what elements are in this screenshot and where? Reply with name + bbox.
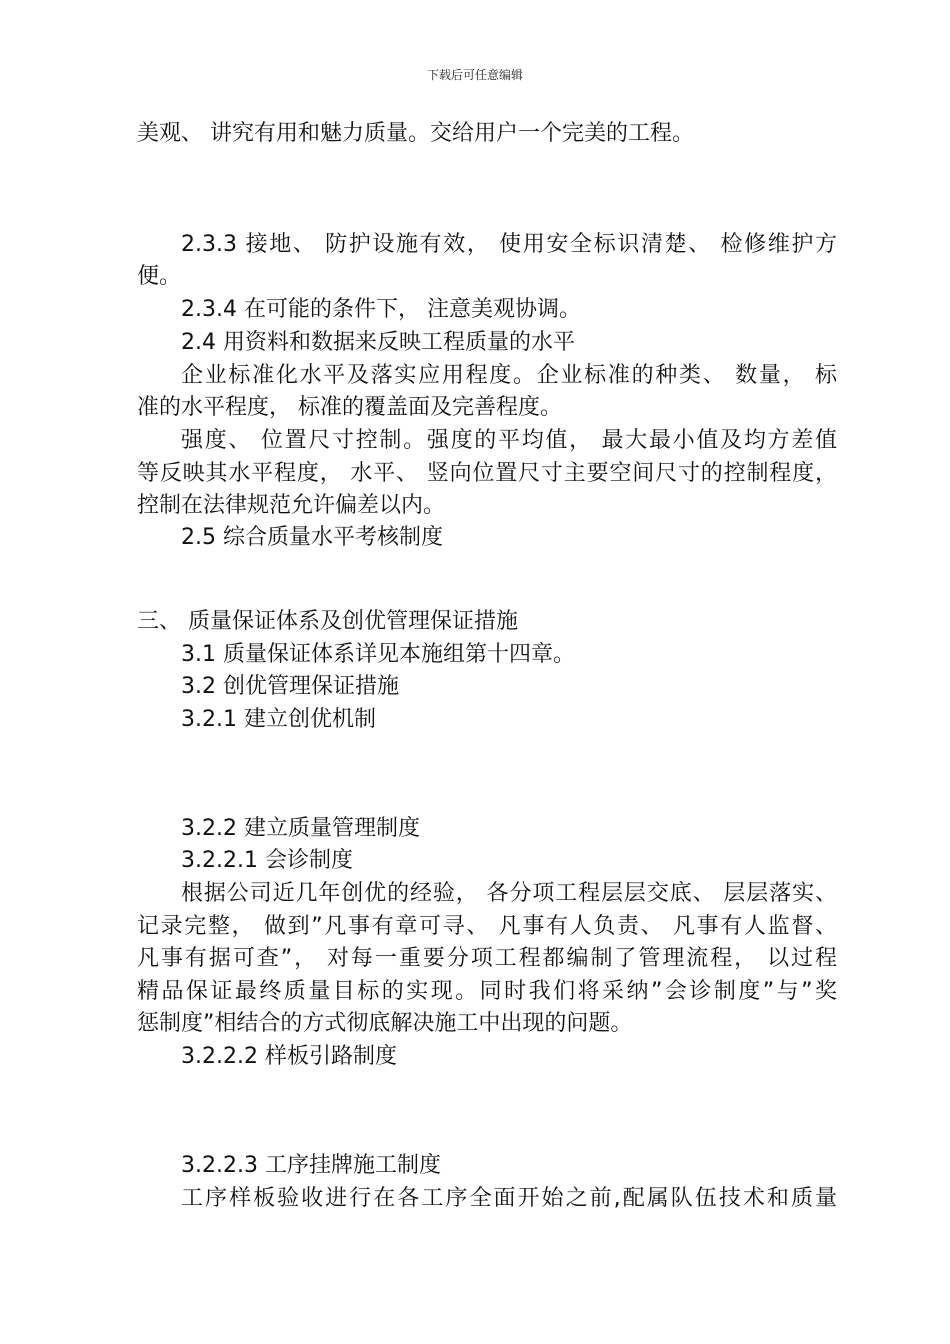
section-heading: 3.2.2 建立质量管理制度	[181, 816, 420, 841]
text-line: 惩制度”相结合的方式彻底解决施工中出现的问题。	[137, 1011, 633, 1036]
text-line: 2.3.3 接地、 防护设施有效， 使用安全标识清楚、 检修维护方	[181, 232, 837, 257]
text-line: 强度、 位置尺寸控制。强度的平均值， 最大最小值及均方差值	[181, 428, 837, 453]
text-line: 准的水平程度， 标准的覆盖面及完善程度。	[137, 395, 562, 420]
chapter-heading: 三、 质量保证体系及创优管理保证措施	[137, 609, 518, 634]
section-heading: 3.2 创优管理保证措施	[181, 674, 399, 699]
section-heading: 3.2.2.3 工序挂牌施工制度	[181, 1153, 441, 1178]
text-line: 凡事有据可查”， 对每一重要分项工程都编制了管理流程， 以过程	[137, 946, 837, 971]
section-heading: 2.4 用资料和数据来反映工程质量的水平	[181, 330, 575, 355]
text-line: 等反映其水平程度， 水平、 竖向位置尺寸主要空间尺寸的控制程度，	[137, 461, 837, 486]
text-line: 工序样板验收进行在各工序全面开始之前,配属队伍技术和质量	[181, 1186, 837, 1211]
section-heading: 3.2.2.1 会诊制度	[181, 848, 353, 873]
text-line: 便。	[137, 264, 182, 289]
text-line: 根据公司近几年创优的经验， 各分项工程层层交底、 层层落实、	[181, 881, 837, 906]
text-line: 3.1 质量保证体系详见本施组第十四章。	[181, 642, 575, 667]
text-line: 记录完整， 做到”凡事有章可寻、 凡事有人负责、 凡事有人监督、	[137, 914, 837, 939]
section-heading: 3.2.1 建立创优机制	[181, 707, 376, 732]
text-line: 企业标准化水平及落实应用程度。企业标准的种类、 数量， 标	[181, 363, 837, 388]
text-line: 精品保证最终质量目标的实现。同时我们将采纳”会诊制度”与”奖	[137, 979, 837, 1004]
text-line: 2.3.4 在可能的条件下， 注意美观协调。	[181, 297, 581, 322]
page-header: 下载后可任意编辑	[426, 68, 523, 82]
section-heading: 2.5 综合质量水平考核制度	[181, 525, 443, 550]
text-line: 控制在法律规范允许偏差以内。	[137, 493, 446, 518]
section-heading: 3.2.2.2 样板引路制度	[181, 1044, 397, 1069]
text-line: 美观、 讲究有用和魅力质量。交给用户一个完美的工程。	[137, 121, 694, 146]
